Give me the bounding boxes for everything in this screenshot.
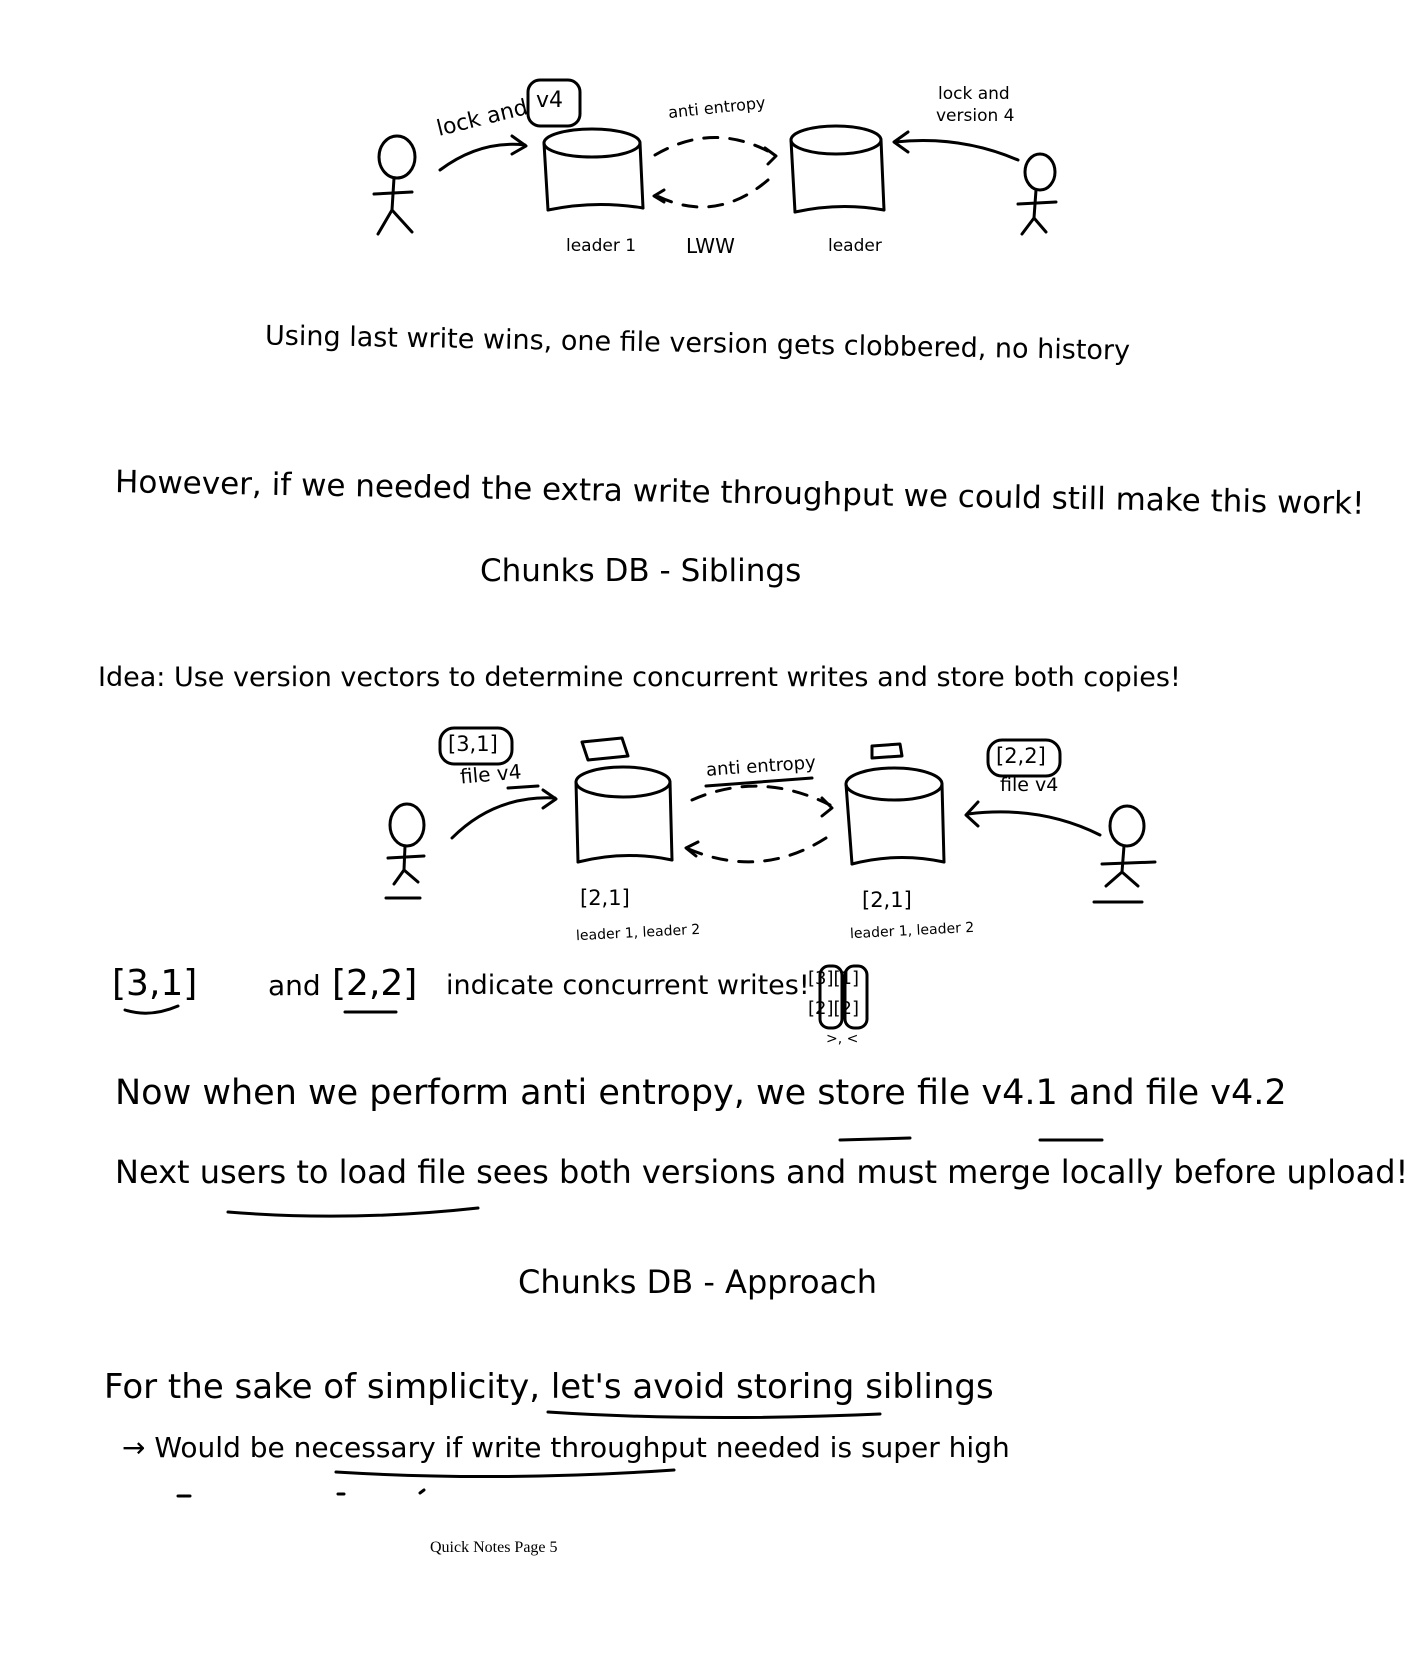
and-text: and — [268, 969, 321, 1002]
lww-caption: Using last write wins, one file version gets clobbered, no history — [264, 320, 1131, 367]
v4-label: v4 — [536, 88, 564, 113]
indicate-concurrent-text: indicate concurrent writes! — [446, 970, 810, 1001]
lock-and-version-line2: version 4 — [936, 106, 1015, 126]
vector-3-1-text: [3,1] — [112, 963, 198, 1004]
compare-bottom-row: [2][2] — [808, 998, 859, 1019]
underline-necessary-write-throughput — [336, 1470, 674, 1477]
leader-label: leader — [828, 236, 882, 256]
compare-top-row: [3][1] — [808, 968, 859, 989]
file-v4-left-label: file v4 — [459, 759, 523, 789]
heading-chunks-siblings: Chunks DB - Siblings — [480, 553, 802, 589]
lock-and-version-line1: lock and — [938, 84, 1010, 104]
simplicity-line: For the sake of simplicity, let's avoid storing siblings — [104, 1367, 994, 1407]
vector-2-2-label: [2,2] — [996, 744, 1046, 768]
however-line: However, if we needed the extra write throughput we could still make this work! — [114, 464, 1365, 522]
underline-v4-1 — [840, 1138, 910, 1140]
underline-users-to-load-file — [228, 1208, 478, 1216]
vector-2-2-text: [2,2] — [332, 963, 418, 1004]
now-when-line: Now when we perform anti entropy, we store file v4.1 and file v4.2 — [115, 1073, 1287, 1113]
compare-ops: >, < — [826, 1031, 859, 1047]
db2-vector-label: [2,1] — [862, 888, 912, 912]
would-be-necessary-line: → Would be necessary if write throughput needed is super high — [122, 1431, 1010, 1464]
db1-leaders-label: leader 1, leader 2 — [575, 921, 701, 945]
page-footer: Quick Notes Page 5 — [430, 1539, 558, 1556]
db2-leaders-label: leader 1, leader 2 — [849, 919, 975, 943]
vector-3-1-label: [3,1] — [448, 732, 498, 756]
idea-line: Idea: Use version vectors to determine concurrent writes and store both copies! — [98, 662, 1181, 693]
anti-entropy-label-2: anti entropy — [705, 752, 817, 781]
db1-vector-label: [2,1] — [580, 886, 630, 910]
leader-1-label: leader 1 — [566, 236, 637, 256]
anti-entropy-label: anti entropy — [667, 92, 767, 123]
file-v4-right-label: file v4 — [1000, 774, 1059, 796]
next-users-line: Next users to load file sees both versions and must merge locally before upload! — [115, 1153, 1408, 1191]
heading-chunks-approach: Chunks DB - Approach — [518, 1263, 878, 1301]
cut-off-mark-3 — [420, 1490, 424, 1493]
underline-lets-avoid-storing-siblings — [548, 1412, 880, 1418]
lock-and-label: lock and — [434, 95, 531, 142]
lww-label: LWW — [686, 234, 735, 258]
